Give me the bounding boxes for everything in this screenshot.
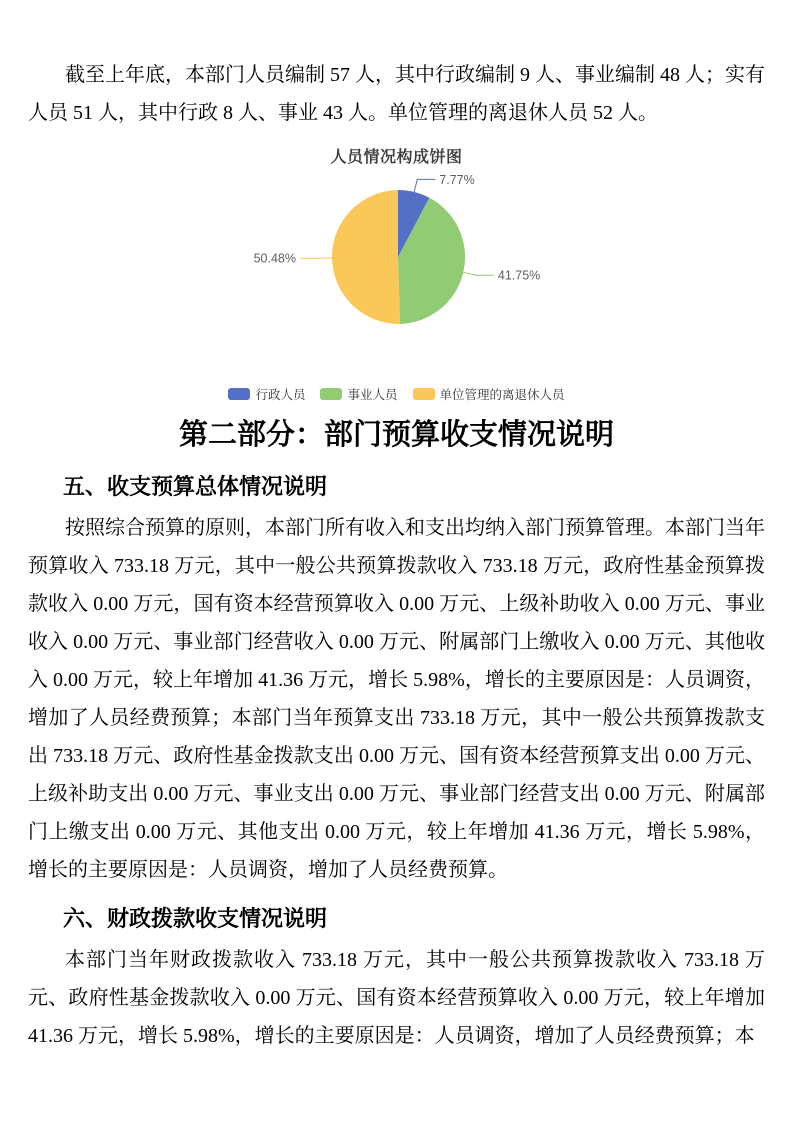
section5-heading: 五、收支预算总体情况说明 [63, 474, 328, 499]
legend-swatch-icon [228, 388, 250, 400]
pie-percent-label: 50.48% [253, 251, 296, 266]
pie-chart-figure [182, 144, 612, 403]
pie-slice-2 [331, 190, 399, 324]
legend-item-institution [320, 385, 397, 403]
chart-legend [182, 385, 612, 403]
legend-swatch-icon [320, 388, 342, 400]
pie-percent-label: 41.75% [497, 268, 540, 283]
pie-label-leader-line [413, 179, 435, 194]
legend-label: 行政人员 [255, 388, 306, 402]
intro-paragraph: 截至上年底，本部门人员编制 57 人，其中行政编制 9 人、事业编制 48 人；实有人员 51 人，其中行政 8 人、事业 43 人。单位管理的离退休人员 52 人。 [28, 64, 765, 124]
pie-chart-svg [187, 169, 607, 341]
legend-item-retired [413, 385, 565, 403]
legend-label: 事业人员 [347, 388, 398, 402]
chart-title: 人员情况构成饼图 [330, 149, 463, 166]
section5-paragraph: 按照综合预算的原则，本部门所有收入和支出均纳入部门预算管理。本部门当年预算收入 733.18 万元，其中一般公共预算拨款收入 733.18 万元，政府性基金预算拨款收入 0.00 万元，国有资本经营预算收入 0.00 万元、上级补助收入 0.00 万元、事业收入 0.00 万元、事业部门经营收入 0.00 万元、附属部门上缴收入 0.00 万元、其他收入 0.00 万元，较上年增加 41.36 万元，增长 5.98%，增长的主要原因是：人员调资，增加了人员经费预算；本部门当年预算支出 733.18 万元，其中一般公共预算拨款支出 733.18 万元、政府性基金拨款支出 0.00 万元、国有资本经营预算支出 0.00 万元、上级补助支出 0.00 万元、事业支出 0.00 万元、事业部门经营支出 0.00 万元、附属部门上缴支出 0.00 万元、其他支出 0.00 万元，较上年增加 41.36 万元，增长 5.98%，增长的主要原因是：人员调资，增加了人员经费预算。 [28, 517, 765, 881]
pie-percent-label: 7.77% [438, 172, 475, 187]
section6-paragraph: 本部门当年财政拨款收入 733.18 万元，其中一般公共预算拨款收入 733.18 万元、政府性基金拨款收入 0.00 万元、国有资本经营预算收入 0.00 万元，较上年增加 41.36 万元，增长 5.98%，增长的主要原因是：人员调资，增加了人员经费预算；本 [28, 949, 765, 1047]
section6-heading: 六、财政拨款收支情况说明 [63, 906, 328, 931]
legend-item-admin [228, 385, 305, 403]
legend-label: 单位管理的离退休人员 [439, 388, 565, 402]
pie-label-leader-line [461, 272, 494, 275]
part2-heading: 第二部分：部门预算收支情况说明 [178, 419, 614, 451]
legend-swatch-icon [413, 388, 435, 400]
